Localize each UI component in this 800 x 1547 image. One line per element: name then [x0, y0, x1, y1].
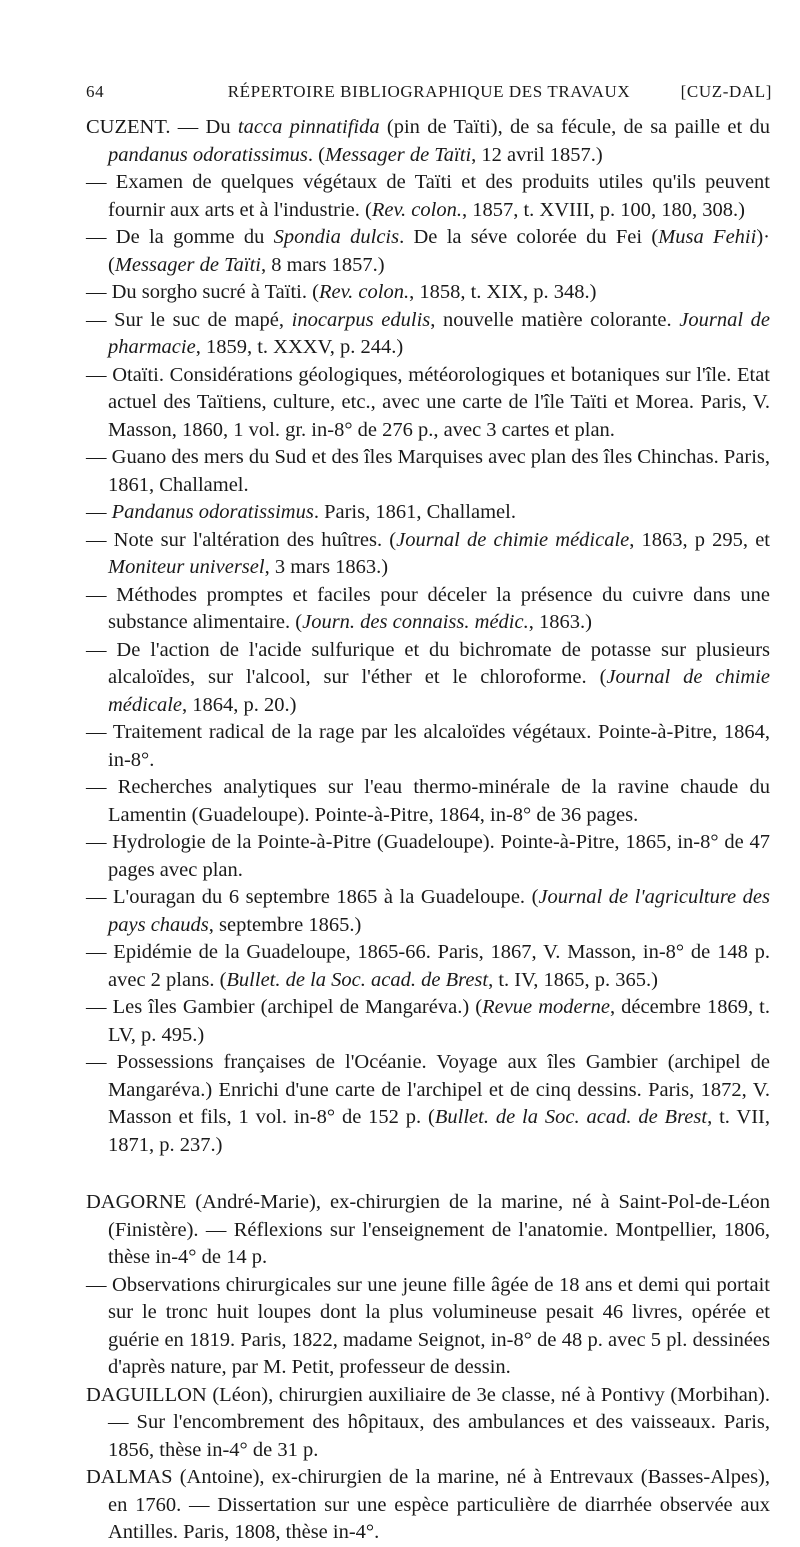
italic-title: Messager de Taïti — [114, 253, 261, 276]
page-number: 64 — [86, 82, 105, 101]
entry-text: DALMAS (Antoine), ex-chirurgien de la marine, né à Entrevaux (Basses-Alpes), en 1760. — Dissertation sur une espèce particulière de diarrhée observée aux Antilles. Paris, 1808, thèse in-4°. — [86, 1466, 770, 1543]
bib-entry-cuzent-9 — [86, 527, 770, 582]
entry-text: — Epidémie de la Guadeloupe, 1865-66. Paris, 1867, V. Masson, in-8° de 148 p. avec 2 plans. ( — [86, 941, 770, 991]
italic-title: Spondia dulcis — [273, 226, 400, 248]
entry-text: , 12 avril 1857.) — [471, 143, 603, 166]
entry-text: — Traitement radical de la rage par les alcaloïdes végétaux. Pointe-à-Pitre, 1864, in-8°. — [86, 721, 770, 771]
entry-text: — Note sur l'altération des huîtres. ( — [86, 528, 397, 551]
entry-text: , 1857, t. XVIII, p. 100, 180, 308.) — [461, 198, 745, 221]
bib-entry-cuzent-13 — [86, 774, 770, 829]
entry-text: — Observations chirurgicales sur une jeune fille âgée de 18 ans et demi qui portait sur le tronc huit loupes dont la plus volumineuse pesait 46 livres, opérée et guérie en 1819. Paris, 1822, madame Seignot, in-8° de 48 p. avec 5 pl. dessinées d'après nature, par M. Petit, professeur de dessin. — [86, 1273, 770, 1378]
bib-entry-cuzent-12 — [86, 719, 770, 774]
entry-text: , décembre 1869, t. LV, p. 495.) — [108, 996, 770, 1046]
bib-entry-cuzent-18 — [86, 1049, 770, 1159]
entry-text: — De la gomme du — [86, 226, 274, 248]
entry-text: CUZENT. — Du — [86, 116, 238, 138]
entry-text: , t. IV, 1865, p. 365.) — [488, 968, 658, 991]
bib-entry-cuzent-3 — [86, 224, 770, 279]
entry-text: , 1859, t. XXXV, p. 244.) — [195, 336, 404, 358]
bib-entry-cuzent-1 — [86, 114, 770, 169]
bib-entry-cuzent-4 — [86, 279, 770, 307]
bib-entry-cuzent-5 — [86, 307, 770, 362]
entry-text: — Du sorgho sucré à Taïti. ( — [86, 281, 319, 303]
bib-entry-dalmas-1 — [86, 1464, 770, 1547]
entry-text: (pin de Taïti), de sa fécule, de sa paille et du — [379, 116, 770, 138]
italic-title: Pandanus odoratissimus — [111, 501, 314, 523]
entry-text: — Recherches analytiques sur l'eau thermo-minérale de la ravine chaude du Lamentin (Guadeloupe). Pointe-à-Pitre, 1864, in-8° de 36 pages. — [86, 776, 770, 826]
entry-text: — — [86, 501, 112, 523]
entry-text: , 1863, p 295, et — [629, 528, 770, 551]
bib-entry-cuzent-11 — [86, 637, 770, 720]
entry-text: )· ( — [108, 226, 770, 276]
entry-text: , 1864, p. 20.) — [182, 693, 297, 716]
entry-text: . ( — [307, 143, 325, 166]
bib-entry-cuzent-17 — [86, 994, 770, 1049]
italic-title: inocarpus edulis — [291, 308, 431, 331]
italic-title: Rev. colon. — [318, 281, 410, 303]
bib-entry-cuzent-8 — [86, 499, 770, 527]
entry-text: — Les îles Gambier (archipel de Mangaréva.) ( — [86, 996, 483, 1018]
entry-text: DAGUILLON (Léon), chirurgien auxiliaire de 3e classe, né à Pontivy (Morbihan). — Sur l'encombrement des hôpitaux, des ambulances et des vaisseaux. Paris, 1856, thèse in-4° de 31 p. — [86, 1383, 770, 1461]
entry-text: — Guano des mers du Sud et des îles Marquises avec plan des îles Chinchas. Paris, 1861, Challamel. — [86, 446, 770, 496]
entry-text: — Méthodes promptes et faciles pour déceler la présence du cuivre dans une substance alimentaire. ( — [86, 583, 770, 633]
italic-title: Journal de l'agriculture des pays chauds — [108, 886, 771, 936]
italic-title: Journal de pharmacie — [108, 308, 771, 358]
entry-text: DAGORNE (André-Marie), ex-chirurgien de la marine, né à Saint-Pol-de-Léon (Finistère). — Réflexions sur l'enseignement de l'anatomie. Montpellier, 1806, thèse in-4° de 14 p. — [86, 1191, 770, 1268]
bib-entry-daguillon-1 — [86, 1382, 770, 1465]
bib-entry-cuzent-7 — [86, 444, 770, 499]
entry-text: — L'ouragan du 6 septembre 1865 à la Guadeloupe. ( — [86, 886, 539, 908]
bibliography-body — [86, 114, 770, 1547]
bib-entry-cuzent-14 — [86, 829, 770, 884]
entry-text: , t. VII, 1871, p. 237.) — [108, 1106, 770, 1156]
entry-text: , 3 mars 1863.) — [264, 556, 389, 578]
header-range: [CUZ-DAL] — [680, 82, 772, 101]
running-header — [86, 78, 772, 104]
entry-text: . De la séve colorée du Fei ( — [399, 226, 659, 248]
entry-text: . Paris, 1861, Challamel. — [313, 501, 516, 523]
entry-text: , septembre 1865.) — [208, 913, 362, 936]
italic-title: Bullet. de la Soc. acad. de Brest — [226, 968, 489, 991]
bib-entry-dagorne-2 — [86, 1272, 770, 1382]
entry-text: — Sur le suc de mapé, — [86, 308, 292, 331]
section-gap — [86, 1159, 770, 1189]
bib-entry-cuzent-6 — [86, 362, 770, 445]
bib-entry-cuzent-15 — [86, 884, 770, 939]
entry-text: — Otaïti. Considérations géologiques, météorologiques et botaniques sur l'île. Etat actuel des Taïtiens, culture, etc., avec une carte de l'île Taïti et Morea. Paris, V. Masson, 1860, 1 vol. gr. in-8° de 276 p., avec 3 cartes et plan. — [86, 363, 770, 441]
bib-entry-cuzent-2 — [86, 169, 770, 224]
bib-entry-cuzent-10 — [86, 582, 770, 637]
entry-text: , 1858, t. XIX, p. 348.) — [409, 281, 597, 303]
italic-title: Moniteur universel — [108, 556, 265, 578]
bib-entry-dagorne-1 — [86, 1189, 770, 1272]
entry-text: , nouvelle matière colorante. — [430, 308, 680, 331]
italic-title: Bullet. de la Soc. acad. de Brest — [434, 1106, 708, 1128]
italic-title: Rev. colon. — [371, 198, 462, 221]
italic-title: Journ. des connaiss. médic. — [302, 611, 529, 633]
entry-text: — De l'action de l'acide sulfurique et du bichromate de potasse sur plusieurs alcaloïdes, sur l'alcool, sur l'éther et le chloroforme. ( — [86, 638, 770, 688]
entry-text: — Hydrologie de la Pointe-à-Pitre (Guadeloupe). Pointe-à-Pitre, 1865, in-8° de 47 pages avec plan. — [86, 831, 770, 881]
bib-entry-cuzent-16 — [86, 939, 770, 994]
italic-title: Musa Fehii — [658, 226, 757, 248]
italic-title: Revue moderne — [482, 996, 610, 1018]
italic-title: pandanus odoratissimus — [108, 143, 308, 166]
italic-title: Journal de chimie médicale — [396, 528, 630, 551]
entry-text: — Examen de quelques végétaux de Taïti et des produits utiles qu'ils peuvent fournir aux arts et à l'industrie. ( — [86, 171, 770, 221]
entry-text: , 1863.) — [528, 611, 592, 633]
italic-title: Messager de Taïti — [324, 143, 472, 166]
entry-text: — Possessions françaises de l'Océanie. Voyage aux îles Gambier (archipel de Mangaréva.) Enrichi d'une carte de l'archipel et de cinq dessins. Paris, 1872, V. Masson et fils, 1 vol. in-8° de 152 p. ( — [86, 1051, 770, 1128]
entry-text: , 8 mars 1857.) — [261, 253, 385, 276]
italic-title: tacca pinnatifida — [237, 116, 380, 138]
header-title: RÉPERTOIRE BIBLIOGRAPHIQUE DES TRAVAUX — [227, 82, 631, 101]
italic-title: Journal de chimie médicale — [108, 666, 770, 716]
